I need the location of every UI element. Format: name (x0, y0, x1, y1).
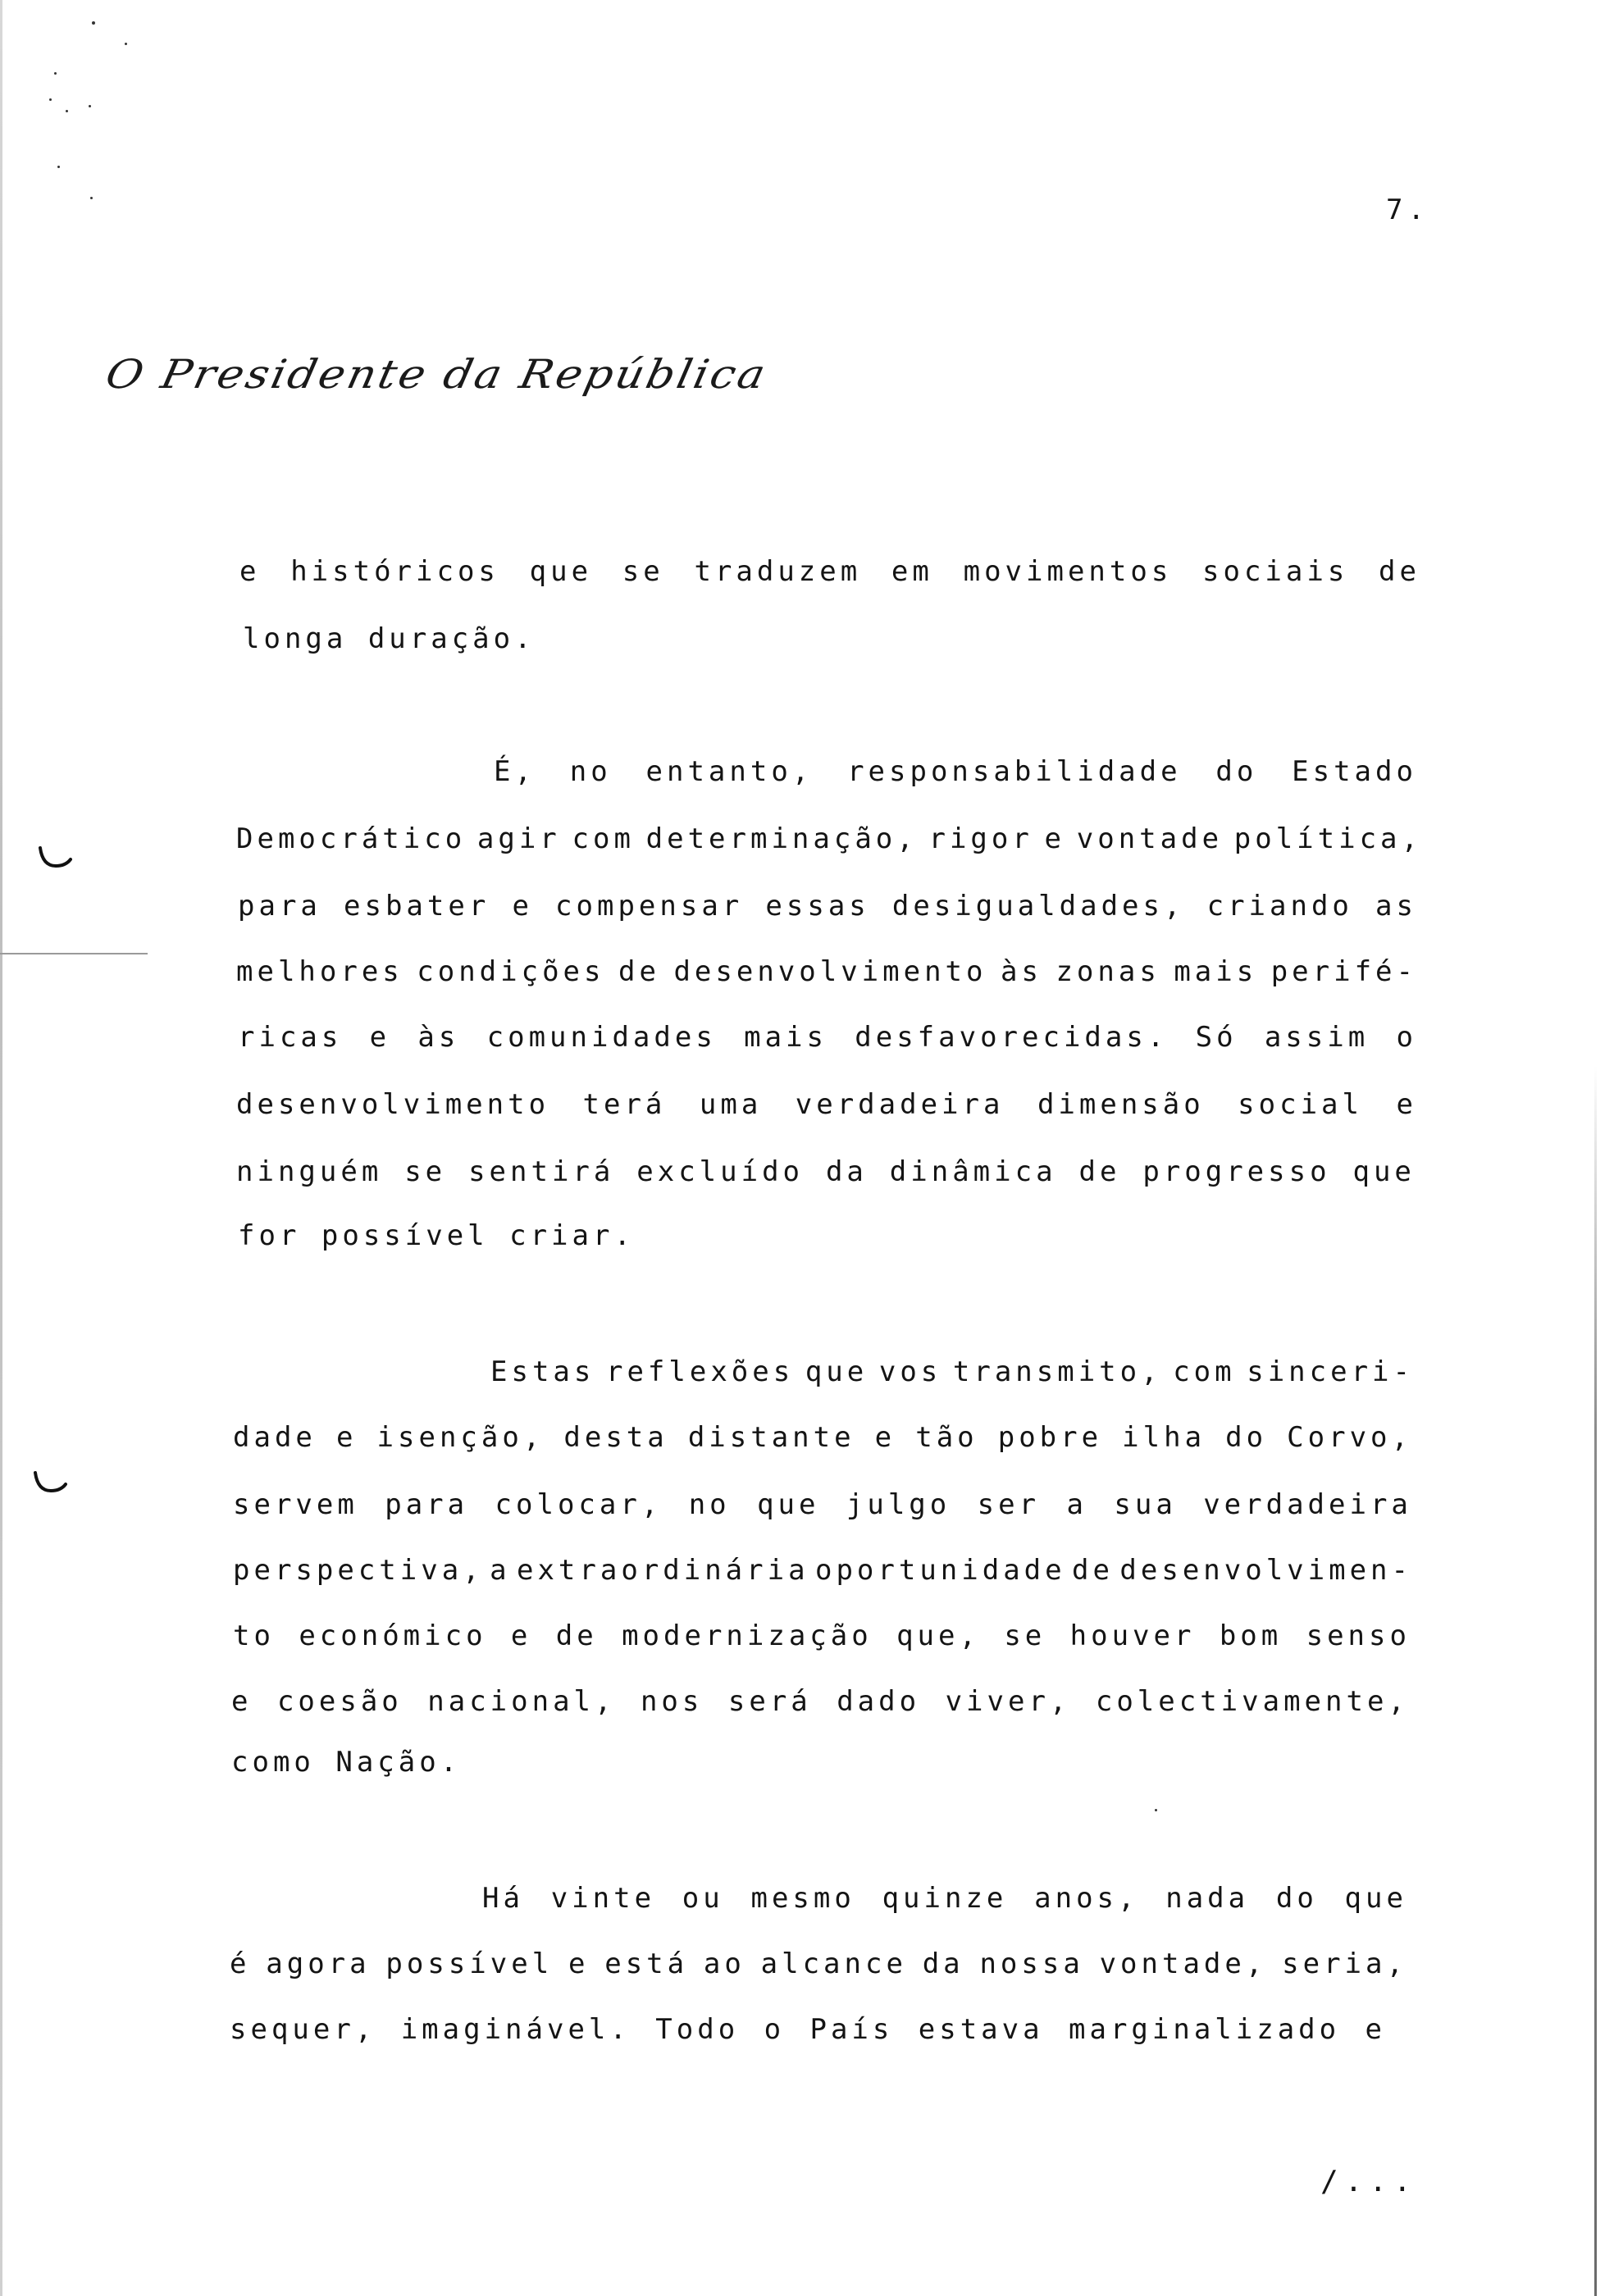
continuation-mark: /... (1320, 2165, 1418, 2198)
word: às (1001, 955, 1042, 988)
word: pobre (997, 1421, 1103, 1454)
word: e (568, 1947, 590, 1980)
word: vontade, (1099, 1947, 1267, 1980)
word: coesão (276, 1685, 403, 1718)
scan-speck (92, 21, 95, 25)
word: do (1225, 1421, 1268, 1454)
word: movimentos (963, 555, 1173, 588)
word: mesmo (750, 1882, 855, 1915)
word: perifé- (1270, 955, 1417, 988)
word: será (727, 1685, 812, 1718)
word: colectivamente, (1095, 1685, 1409, 1718)
word: É, (494, 755, 536, 788)
text-line (239, 555, 1420, 588)
word: dade (233, 1421, 317, 1454)
scan-speck (125, 43, 127, 45)
word: de (1078, 1155, 1121, 1188)
word: reflexões (605, 1355, 795, 1388)
word: ninguém (236, 1155, 383, 1188)
word: para (385, 1488, 469, 1521)
scan-edge-right (1594, 1066, 1597, 2296)
word: do (1275, 1882, 1318, 1915)
word: comunidades (486, 1021, 717, 1054)
word: com (1173, 1355, 1236, 1388)
word: que, (896, 1620, 980, 1652)
word: desta (563, 1421, 668, 1454)
word: sua (1114, 1488, 1177, 1521)
word: entanto, (645, 755, 814, 788)
word: da (825, 1155, 868, 1188)
text-line (230, 2013, 1386, 2046)
word: zonas (1055, 955, 1160, 988)
word: seria, (1282, 1947, 1407, 1980)
scan-speck (66, 110, 68, 112)
word: progresso (1142, 1155, 1331, 1188)
word: agir (476, 822, 561, 855)
word: da (922, 1947, 964, 1980)
word: a (490, 1554, 511, 1587)
word: mais (1174, 955, 1258, 988)
word: com (572, 822, 635, 855)
word: oportunidade (814, 1554, 1066, 1587)
word: distante (687, 1421, 855, 1454)
text-line-indented (490, 1355, 1414, 1388)
word: tão (915, 1421, 978, 1454)
text-line-indented (494, 755, 1417, 788)
word: social (1238, 1088, 1363, 1121)
word: houver (1069, 1620, 1196, 1652)
word: modernização (622, 1620, 873, 1652)
word: Todo (655, 2013, 740, 2046)
margin-check-mark (33, 1469, 67, 1494)
word: o (764, 2013, 786, 2046)
word: desfavorecidas. (855, 1021, 1169, 1054)
word: ao (703, 1947, 745, 1980)
word: compensar (555, 890, 744, 922)
word: verdadeira (1203, 1488, 1412, 1521)
word: vontade (1076, 822, 1224, 855)
text-line: for possível criar. (238, 1219, 635, 1252)
word: extraordinária (516, 1554, 809, 1587)
word: do (1215, 755, 1258, 788)
word: dimensão (1037, 1088, 1205, 1121)
word: Só (1195, 1021, 1238, 1054)
word: para (238, 890, 321, 922)
word: traduzem (694, 555, 862, 588)
margin-rule (0, 953, 148, 954)
text-line (233, 1421, 1412, 1454)
word: colocar, (495, 1488, 663, 1521)
word: de (555, 1620, 598, 1652)
word: está (604, 1947, 689, 1980)
word: no (688, 1488, 731, 1521)
word: ou (682, 1882, 724, 1915)
scan-speck (89, 105, 91, 107)
word: possível (385, 1947, 554, 1980)
word: de (1379, 555, 1420, 588)
word: nada (1165, 1882, 1250, 1915)
word: às (417, 1021, 460, 1054)
word: política, (1233, 822, 1422, 855)
word: e (369, 1021, 391, 1054)
text-line (236, 1088, 1417, 1121)
word: e (874, 1421, 896, 1454)
word: as (1375, 890, 1417, 922)
word: desenvolvimento (236, 1088, 550, 1121)
word: e (510, 1620, 532, 1652)
word: vinte (550, 1882, 656, 1915)
word: e (239, 555, 261, 588)
word: económico (299, 1620, 487, 1652)
word: quinze (882, 1882, 1008, 1915)
word: e (335, 1421, 358, 1454)
text-line (231, 1685, 1409, 1718)
word: melhores (236, 955, 404, 988)
word: marginalizado (1069, 2013, 1341, 2046)
text-line: longa duração. (243, 622, 536, 655)
word: Estado (1292, 755, 1417, 788)
word: condições (417, 955, 605, 988)
text-line (236, 822, 1422, 855)
word: rigor (928, 822, 1033, 855)
word: que (805, 1355, 869, 1388)
word: assim (1264, 1021, 1370, 1054)
word: e (1396, 1088, 1417, 1121)
word: em (891, 555, 933, 588)
word: Há (482, 1882, 524, 1915)
text-line-indented (482, 1882, 1407, 1915)
word: ilha (1122, 1421, 1206, 1454)
word: bom (1219, 1620, 1283, 1652)
word: que (757, 1488, 820, 1521)
word: e (1365, 2013, 1386, 2046)
letterhead-script: O Presidente da República (101, 351, 773, 398)
word: sentirá (468, 1155, 615, 1188)
word: sinceri- (1247, 1355, 1414, 1388)
word: Estas (490, 1355, 595, 1388)
word: perspectiva, (233, 1554, 484, 1587)
word: responsabilidade (847, 755, 1182, 788)
word: mais (744, 1021, 828, 1054)
word: determinação, (645, 822, 918, 855)
text-line (233, 1488, 1412, 1521)
word: e (512, 890, 533, 922)
word: anos, (1034, 1882, 1139, 1915)
word: e (231, 1685, 253, 1718)
word: de (1072, 1554, 1114, 1587)
text-line (236, 1155, 1416, 1188)
word: verdadeira (795, 1088, 1005, 1121)
text-line: como Nação. (231, 1746, 462, 1779)
word: Democrático (236, 822, 467, 855)
word: vos (878, 1355, 942, 1388)
word: de (618, 955, 660, 988)
text-line (238, 1021, 1417, 1054)
word: dinâmica (889, 1155, 1057, 1188)
word: sociais (1202, 555, 1349, 588)
letterhead (101, 348, 773, 430)
word: transmito, (952, 1355, 1162, 1388)
word: Corvo, (1287, 1421, 1412, 1454)
word: que (1352, 1155, 1416, 1188)
text-line (233, 1554, 1412, 1587)
scan-speck (54, 72, 57, 75)
word: estava (918, 2013, 1044, 2046)
word: ricas (238, 1021, 343, 1054)
word: ser (977, 1488, 1041, 1521)
word: que (1344, 1882, 1407, 1915)
scan-speck (57, 166, 60, 168)
word: viver, (945, 1685, 1071, 1718)
word: agora (266, 1947, 371, 1980)
word: nos (640, 1685, 704, 1718)
text-line (236, 955, 1417, 988)
word: e (1044, 822, 1066, 855)
word: senso (1306, 1620, 1411, 1652)
word: o (1396, 1021, 1417, 1054)
word: desenvolvimen- (1119, 1554, 1412, 1587)
word: históricos (290, 555, 499, 588)
word: terá (582, 1088, 667, 1121)
word: to (233, 1620, 275, 1652)
word: desigualdades, (891, 890, 1185, 922)
word: dado (837, 1685, 921, 1718)
word: no (569, 755, 612, 788)
word: se (404, 1155, 447, 1188)
word: nossa (979, 1947, 1084, 1980)
text-line (233, 1622, 1411, 1650)
word: é (230, 1947, 251, 1980)
word: excluído (636, 1155, 805, 1188)
word: se (622, 555, 664, 588)
word: isenção, (376, 1421, 545, 1454)
scan-speck (1155, 1809, 1157, 1811)
word: País (809, 2013, 894, 2046)
word: essas (765, 890, 870, 922)
word: se (1004, 1620, 1046, 1652)
word: que (529, 555, 593, 588)
scan-speck (49, 98, 52, 101)
word: uma (699, 1088, 763, 1121)
word: imaginável. (400, 2013, 631, 2046)
text-line (238, 892, 1417, 920)
scan-speck (90, 197, 93, 199)
word: sequer, (230, 2013, 376, 2046)
word: servem (233, 1488, 358, 1521)
word: esbater (344, 890, 490, 922)
word: alcance (760, 1947, 907, 1980)
word: julgo (846, 1488, 951, 1521)
scan-edge-left (0, 0, 2, 2296)
word: a (1066, 1488, 1087, 1521)
word: nacional, (427, 1685, 616, 1718)
page-number: 7. (1386, 194, 1429, 226)
word: desenvolvimento (673, 955, 987, 988)
word: criando (1206, 890, 1353, 922)
text-line (230, 1947, 1407, 1980)
margin-check-mark (38, 845, 72, 869)
